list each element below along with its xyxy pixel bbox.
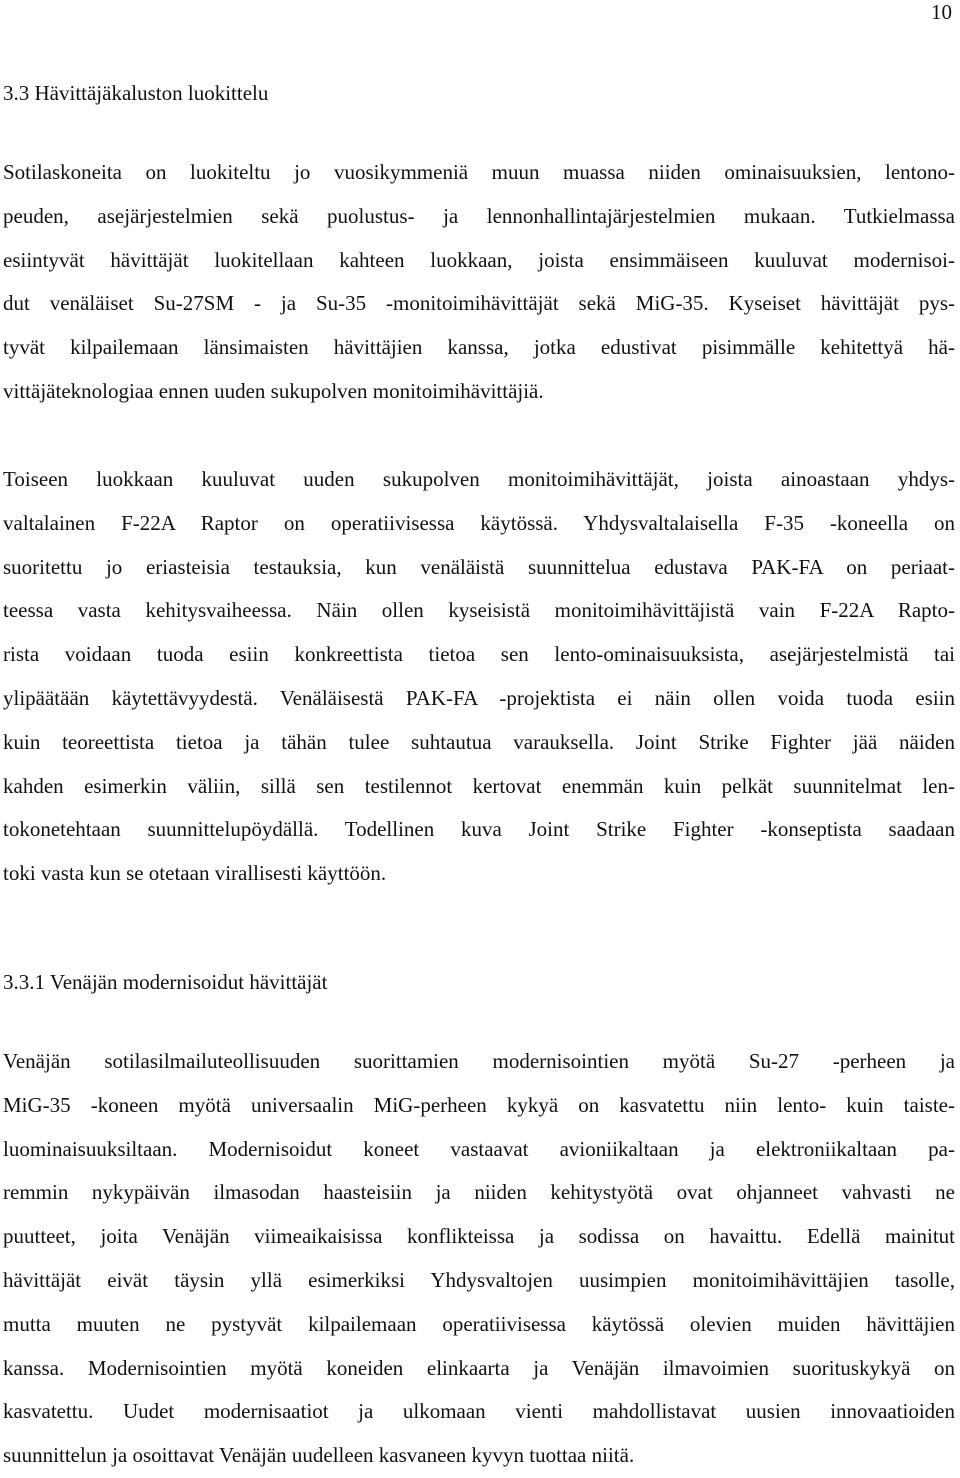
paragraph-line: Toiseen luokkaan kuuluvat uuden sukupolven monitoimihävittäjät, joista ainoastaan yhdys- (3, 467, 955, 491)
paragraph-line: toki vasta kun se otetaan virallisesti käyttöön. (3, 861, 387, 886)
paragraph-2 (3, 458, 955, 896)
paragraph-line: Venäjän sotilasilmailuteollisuuden suorittamien modernisointien myötä Su-27 -perheen ja (3, 1049, 955, 1073)
paragraph-line: Sotilaskoneita on luokiteltu jo vuosikymmeniä muun muassa niiden ominaisuuksien, lentono- (3, 160, 955, 184)
page-number: 10 (931, 0, 952, 24)
paragraph-line: ylipäätään käytettävyydestä. Venäläisestä PAK-FA -projektista ei näin ollen voida tuoda esiin (3, 685, 955, 710)
paragraph-line: kanssa. Modernisointien myötä koneiden elinkaarta ja Venäjän ilmavoimien suorituskykyä on (3, 1355, 955, 1380)
paragraph-1 (3, 151, 955, 414)
paragraph-line: kahden esimerkin väliin, sillä sen testilennot kertovat enemmän kuin pelkät suunnitelmat len- (3, 773, 955, 798)
paragraph-line: valtalainen F-22A Raptor on operatiivisessa käytössä. Yhdysvaltalaisella F-35 -koneella on (3, 510, 955, 535)
paragraph-line: tyvät kilpailemaan länsimaisten hävittäjien kanssa, jotka edustivat pisimmälle kehitettyä hä- (3, 335, 955, 360)
paragraph-line: kasvatettu. Uudet modernisaatiot ja ulkomaan vienti mahdollistavat uusien innovaatioiden (3, 1399, 955, 1424)
paragraph-line: kuin teoreettista tietoa ja tähän tulee suhtautua varauksella. Joint Strike Fighter jää näiden (3, 729, 955, 754)
paragraph-line: vittäjäteknologiaa ennen uuden sukupolven monitoimihävittäjiä. (3, 378, 544, 403)
paragraph-line: teessa vasta kehitysvaiheessa. Näin ollen kyseisistä monitoimihävittäjistä vain F-22A Rapto- (3, 598, 955, 623)
paragraph-line: remmin nykypäivän ilmasodan haasteisiin ja niiden kehitystyötä ovat ohjanneet vahvasti ne (3, 1180, 955, 1205)
paragraph-line: esiintyvät hävittäjät luokitellaan kahteen luokkaan, joista ensimmäiseen kuuluvat modernisoi- (3, 247, 955, 272)
section-heading: 3.3 Hävittäjäkaluston luokittelu (3, 81, 269, 105)
subsection-heading: 3.3.1 Venäjän modernisoidut hävittäjät (3, 970, 328, 994)
paragraph-line: peuden, asejärjestelmien sekä puolustus- ja lennonhallintajärjestelmien mukaan. Tutkielmassa (3, 203, 955, 228)
paragraph-line: dut venäläiset Su-27SM - ja Su-35 -monitoimihävittäjät sekä MiG-35. Kyseiset hävittäjät pys- (3, 291, 955, 316)
paragraph-line: MiG-35 -koneen myötä universaalin MiG-perheen kykyä on kasvatettu niin lento- kuin taiste- (3, 1092, 955, 1117)
paragraph-3 (3, 1040, 955, 1478)
paragraph-line: suoritettu jo eriasteisia testauksia, kun venäläistä suunnittelua edustava PAK-FA on periaat- (3, 554, 955, 579)
paragraph-line: puutteet, joita Venäjän viimeaikaisissa konflikteissa ja sodissa on havaittu. Edellä mainitut (3, 1224, 955, 1249)
paragraph-line: rista voidaan tuoda esiin konkreettista tietoa sen lento-ominaisuuksista, asejärjestelmistä tai (3, 642, 955, 667)
paragraph-line: suunnittelun ja osoittavat Venäjän uudelleen kasvaneen kyvyn tuottaa niitä. (3, 1443, 635, 1468)
paragraph-line: mutta muuten ne pystyvät kilpailemaan operatiivisessa käytössä olevien muiden hävittäjien (3, 1311, 955, 1336)
paragraph-line: tokonetehtaan suunnittelupöydällä. Todellinen kuva Joint Strike Fighter -konseptista saadaan (3, 817, 955, 842)
paragraph-line: hävittäjät eivät täysin yllä esimerkiksi Yhdysvaltojen uusimpien monitoimihävittäjien tasolle, (3, 1267, 955, 1292)
paragraph-line: luominaisuuksiltaan. Modernisoidut koneet vastaavat avioniikaltaan ja elektroniikaltaan pa- (3, 1136, 955, 1161)
